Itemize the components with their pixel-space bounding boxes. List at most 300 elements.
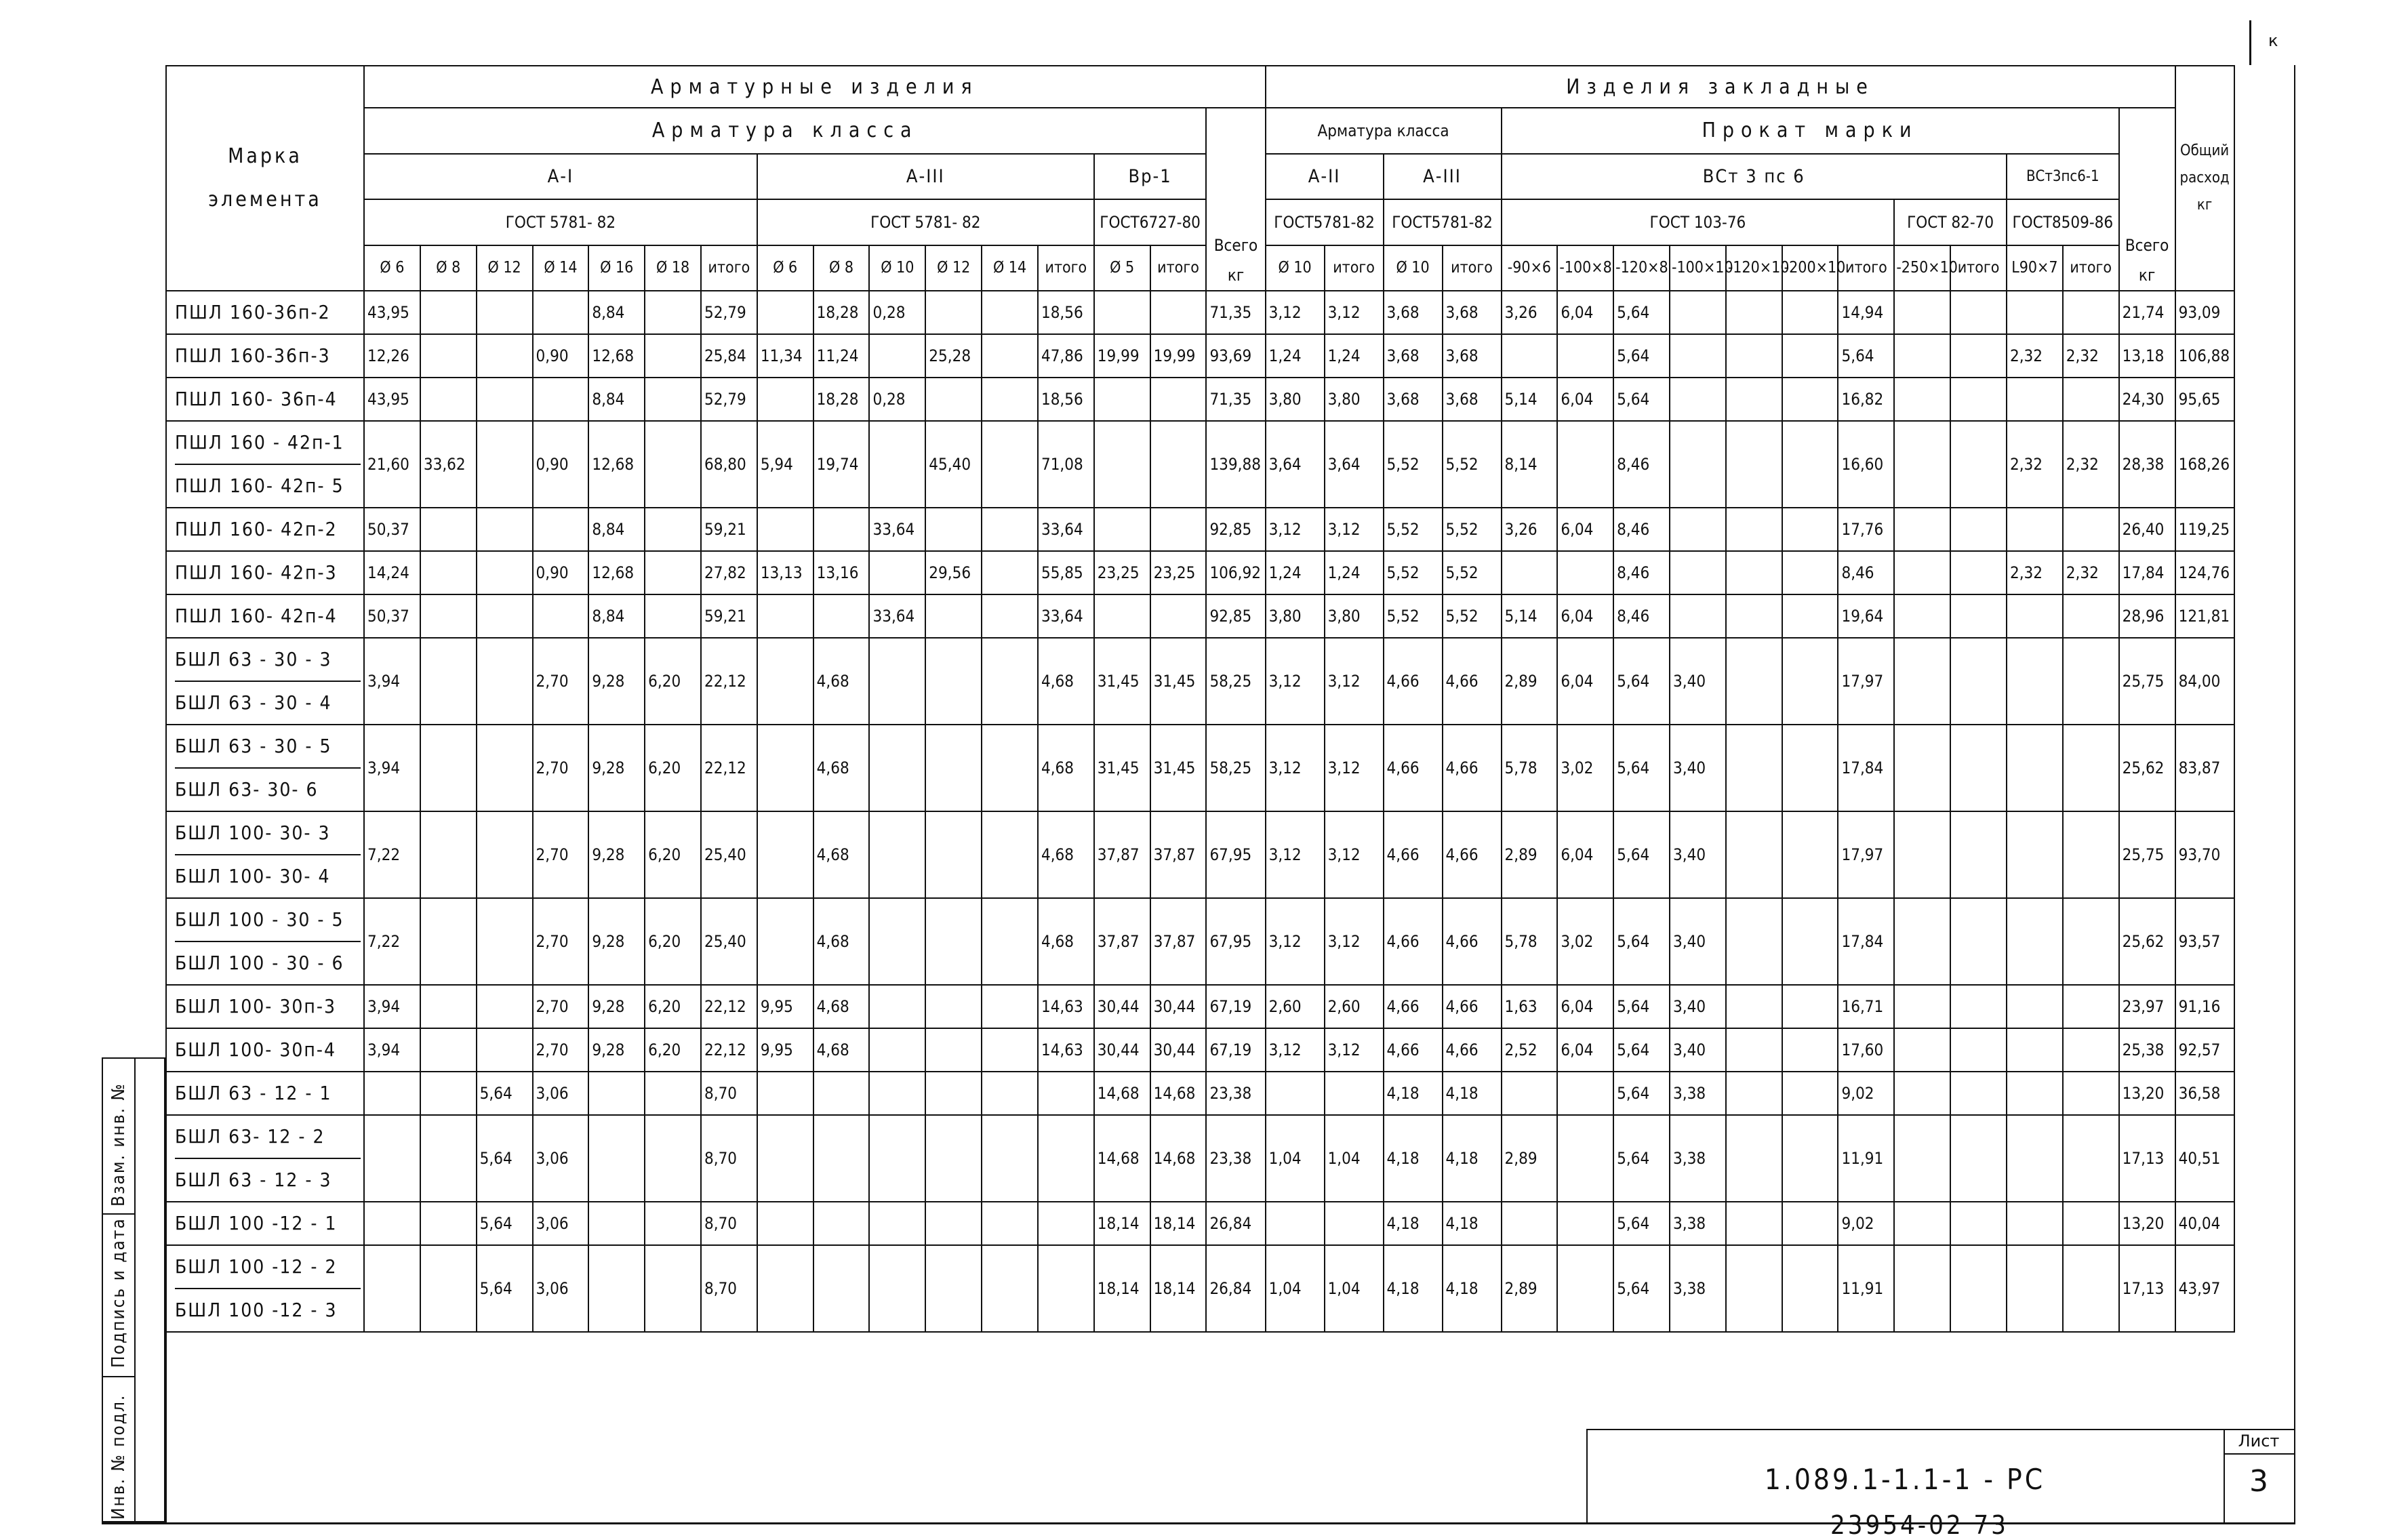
table-cell [1670, 421, 1726, 508]
table-cell: 31,45 [1150, 725, 1207, 811]
table-cell: 3,12 [1325, 291, 1384, 334]
table-cell [869, 551, 925, 594]
table-cell [2007, 508, 2063, 551]
table-cell: 93,57 [2175, 898, 2234, 985]
table-cell: 3,40 [1670, 1028, 1726, 1072]
table-cell: 0,90 [533, 334, 589, 378]
table-cell: 18,28 [813, 291, 870, 334]
table-cell: 3,02 [1557, 725, 1613, 811]
element-mark [166, 638, 364, 725]
table-cell: 28,38 [2119, 421, 2175, 508]
table-row [166, 1072, 2293, 1115]
table-cell: 6,20 [645, 985, 701, 1028]
table-cell [645, 1072, 701, 1115]
table-cell: 3,94 [364, 985, 420, 1028]
table-cell: 6,04 [1557, 291, 1613, 334]
table-cell: 6,04 [1557, 638, 1613, 725]
table-cell: 0,90 [533, 551, 589, 594]
table-cell [1950, 551, 2007, 594]
table-cell [869, 811, 925, 898]
table-cell [588, 1202, 645, 1245]
table-cell: 4,66 [1443, 638, 1502, 725]
table-cell [645, 508, 701, 551]
element-mark-line: БШЛ 100- 30- 3 [175, 822, 331, 844]
table-cell: 13,13 [757, 551, 813, 594]
table-cell: 17,84 [2119, 551, 2175, 594]
table-cell: 3,12 [1266, 1028, 1325, 1072]
table-cell [1502, 1072, 1558, 1115]
table-row [166, 638, 2293, 725]
table-cell [925, 291, 982, 334]
table-cell: 139,88 [1206, 421, 1265, 508]
table-cell [1782, 291, 1838, 334]
gost-a1: ГОСТ 5781- 82 [364, 199, 757, 245]
vsego-kg-header-1: Всего кг [1206, 108, 1265, 291]
table-cell [1894, 985, 1950, 1028]
empty-cell [166, 1332, 2234, 1434]
table-cell: 5,64 [1613, 334, 1670, 378]
table-cell: 3,80 [1325, 594, 1384, 638]
table-cell: 2,89 [1502, 811, 1558, 898]
table-cell [1557, 551, 1613, 594]
table-cell [2007, 725, 2063, 811]
table-cell [364, 1115, 420, 1202]
table-cell [982, 985, 1038, 1028]
table-cell: 4,66 [1384, 811, 1443, 898]
table-cell: 9,28 [588, 725, 645, 811]
table-cell [1950, 638, 2007, 725]
table-cell: 13,20 [2119, 1072, 2175, 1115]
column-header: итого [1038, 245, 1094, 291]
table-cell [869, 638, 925, 725]
table-cell: 2,60 [1266, 985, 1325, 1028]
gost-a2: ГОСТ5781-82 [1266, 199, 1384, 245]
table-cell [420, 1202, 477, 1245]
table-cell: 2,70 [533, 725, 589, 811]
table-cell: 13,16 [813, 551, 870, 594]
table-cell [925, 1115, 982, 1202]
element-mark-line: БШЛ 63- 12 - 2 [175, 1125, 325, 1148]
frame-left-line [165, 65, 167, 1522]
table-cell: 3,68 [1443, 334, 1502, 378]
table-cell [925, 811, 982, 898]
table-cell: 16,71 [1838, 985, 1894, 1028]
element-mark-line: ПШЛ 160- 36п-4 [175, 388, 338, 410]
table-cell [982, 1115, 1038, 1202]
table-cell [1894, 508, 1950, 551]
element-mark-line: БШЛ 63 - 12 - 3 [175, 1158, 361, 1201]
table-cell [1894, 1072, 1950, 1115]
table-cell: 71,08 [1038, 421, 1094, 508]
table-cell [1894, 291, 1950, 334]
table-cell [869, 898, 925, 985]
table-cell [869, 985, 925, 1028]
table-cell [420, 898, 477, 985]
class-a2: А-II [1266, 154, 1384, 200]
element-mark [166, 378, 364, 421]
table-cell [1950, 725, 2007, 811]
table-cell [1726, 1028, 1782, 1072]
table-cell: 5,94 [757, 421, 813, 508]
table-row [166, 551, 2293, 594]
table-cell: 6,20 [645, 898, 701, 985]
column-header: Ø 6 [364, 245, 420, 291]
table-cell: 9,28 [588, 811, 645, 898]
table-cell: 6,20 [645, 811, 701, 898]
table-cell [1726, 1072, 1782, 1115]
table-cell: 50,37 [364, 594, 420, 638]
table-cell [2063, 378, 2119, 421]
column-header: Ø 12 [477, 245, 533, 291]
table-cell: 25,40 [701, 898, 757, 985]
corner-tick [2249, 20, 2251, 65]
table-cell [869, 1115, 925, 1202]
column-header: Ø 6 [757, 245, 813, 291]
armatura-klassa-header: Арматура класса [364, 108, 1206, 154]
table-cell: 71,35 [1206, 291, 1265, 334]
table-cell: 1,04 [1325, 1245, 1384, 1332]
table-cell [757, 638, 813, 725]
table-cell: 25,38 [2119, 1028, 2175, 1072]
column-header: L90×7 [2007, 245, 2063, 291]
element-mark [166, 725, 364, 811]
table-cell [1950, 1028, 2007, 1072]
table-cell: 9,95 [757, 1028, 813, 1072]
inv-podl-label: Инв. № подл. [108, 1394, 129, 1520]
column-header: -120×8 [1613, 245, 1670, 291]
table-row [166, 508, 2293, 551]
table-cell: 4,68 [1038, 638, 1094, 725]
table-cell [1726, 291, 1782, 334]
table-cell: 9,28 [588, 985, 645, 1028]
table-cell [420, 1245, 477, 1332]
table-cell: 3,40 [1670, 638, 1726, 725]
table-cell: 5,52 [1443, 421, 1502, 508]
table-cell [477, 1028, 533, 1072]
table-cell: 6,04 [1557, 594, 1613, 638]
table-cell [2007, 811, 2063, 898]
table-cell: 8,46 [1613, 508, 1670, 551]
table-cell: 3,80 [1325, 378, 1384, 421]
table-cell: 28,96 [2119, 594, 2175, 638]
table-cell [364, 1202, 420, 1245]
table-cell [757, 1115, 813, 1202]
table-cell: 3,12 [1266, 811, 1325, 898]
table-cell [477, 378, 533, 421]
table-cell [2007, 378, 2063, 421]
table-cell: 9,95 [757, 985, 813, 1028]
table-cell [477, 334, 533, 378]
table-cell: 8,46 [1613, 551, 1670, 594]
table-cell: 3,06 [533, 1202, 589, 1245]
table-cell [533, 378, 589, 421]
table-cell [2063, 811, 2119, 898]
table-cell: 3,68 [1384, 334, 1443, 378]
table-cell: 1,24 [1266, 334, 1325, 378]
table-cell [364, 1245, 420, 1332]
gost-a3b: ГОСТ5781-82 [1384, 199, 1502, 245]
table-cell: 47,86 [1038, 334, 1094, 378]
table-cell: 3,12 [1325, 725, 1384, 811]
table-cell: 1,24 [1325, 551, 1384, 594]
table-cell: 4,66 [1443, 725, 1502, 811]
table-cell: 3,68 [1443, 291, 1502, 334]
table-cell: 93,70 [2175, 811, 2234, 898]
table-cell: 0,28 [869, 378, 925, 421]
table-cell [757, 291, 813, 334]
table-cell: 25,75 [2119, 811, 2175, 898]
table-cell [813, 594, 870, 638]
table-cell: 31,45 [1150, 638, 1207, 725]
table-cell: 3,12 [1325, 638, 1384, 725]
table-cell [1894, 378, 1950, 421]
table-cell: 12,68 [588, 334, 645, 378]
table-cell: 22,12 [701, 1028, 757, 1072]
table-cell [645, 291, 701, 334]
table-cell [757, 811, 813, 898]
table-cell: 106,88 [2175, 334, 2234, 378]
table-cell [813, 1202, 870, 1245]
table-cell [420, 1028, 477, 1072]
table-cell: 92,85 [1206, 594, 1265, 638]
table-cell: 12,26 [364, 334, 420, 378]
element-mark-line: БШЛ 100 -12 - 1 [175, 1212, 338, 1234]
table-cell: 95,65 [2175, 378, 2234, 421]
table-cell [1557, 1072, 1613, 1115]
table-cell: 45,40 [925, 421, 982, 508]
table-cell: 119,25 [2175, 508, 2234, 551]
table-cell [588, 1115, 645, 1202]
class-a3b: А-III [1384, 154, 1502, 200]
footer-number: 23954-02 73 [1830, 1510, 2009, 1540]
table-cell [982, 291, 1038, 334]
table-cell: 4,66 [1443, 811, 1502, 898]
table-cell: 3,12 [1266, 638, 1325, 725]
table-cell [1950, 594, 2007, 638]
table-row [166, 378, 2293, 421]
table-cell: 14,68 [1150, 1115, 1207, 1202]
table-cell: 37,87 [1094, 811, 1150, 898]
table-cell [2007, 1245, 2063, 1332]
table-cell: 2,89 [1502, 1115, 1558, 1202]
table-cell: 24,30 [2119, 378, 2175, 421]
table-cell: 4,66 [1443, 1028, 1502, 1072]
table-cell [1094, 421, 1150, 508]
table-cell [982, 638, 1038, 725]
table-cell: 2,70 [533, 638, 589, 725]
table-cell [1726, 1245, 1782, 1332]
table-cell [1894, 638, 1950, 725]
table-cell: 92,85 [1206, 508, 1265, 551]
table-cell: 1,04 [1266, 1245, 1325, 1332]
table-cell [477, 421, 533, 508]
element-mark [166, 421, 364, 508]
vsego-kg-header-2: Всего кг [2119, 108, 2175, 291]
table-cell: 5,64 [1613, 1028, 1670, 1072]
table-cell: 3,94 [364, 725, 420, 811]
table-cell: 1,24 [1266, 551, 1325, 594]
table-cell [1950, 334, 2007, 378]
table-cell: 17,13 [2119, 1245, 2175, 1332]
table-cell [1950, 985, 2007, 1028]
table-cell [925, 594, 982, 638]
table-cell [925, 508, 982, 551]
table-cell: 7,22 [364, 898, 420, 985]
table-cell: 25,62 [2119, 898, 2175, 985]
table-cell: 91,16 [2175, 985, 2234, 1028]
element-mark-line: ПШЛ 160-36п-3 [175, 344, 331, 367]
table-cell: 14,94 [1838, 291, 1894, 334]
column-header: итого [1150, 245, 1207, 291]
table-cell: 29,56 [925, 551, 982, 594]
table-cell: 5,78 [1502, 898, 1558, 985]
column-header: -100×8 [1557, 245, 1613, 291]
element-mark-line: БШЛ 63 - 30 - 3 [175, 648, 332, 670]
table-cell: 5,52 [1443, 594, 1502, 638]
table-cell [1950, 378, 2007, 421]
gost-103: ГОСТ 103-76 [1502, 199, 1895, 245]
steel-vst3ps6: ВСт 3 пс 6 [1502, 154, 2007, 200]
table-cell: 43,97 [2175, 1245, 2234, 1332]
table-cell: 14,24 [364, 551, 420, 594]
table-cell: 6,20 [645, 1028, 701, 1072]
table-cell [2063, 725, 2119, 811]
table-cell: 5,14 [1502, 594, 1558, 638]
element-mark [166, 551, 364, 594]
table-cell [1950, 1072, 2007, 1115]
table-cell: 3,38 [1670, 1115, 1726, 1202]
table-cell: 2,70 [533, 811, 589, 898]
table-cell [1150, 378, 1207, 421]
table-cell: 52,79 [701, 291, 757, 334]
table-cell [477, 508, 533, 551]
table-cell: 16,82 [1838, 378, 1894, 421]
table-cell: 4,68 [1038, 898, 1094, 985]
steel-vst3ps6-1: ВСт3пс6-1 [2007, 154, 2119, 200]
table-cell [2063, 1245, 2119, 1332]
table-cell: 5,52 [1384, 508, 1443, 551]
table-cell [1782, 334, 1838, 378]
table-cell: 5,64 [1613, 725, 1670, 811]
table-cell: 3,40 [1670, 898, 1726, 985]
table-cell: 5,64 [1613, 1115, 1670, 1202]
table-cell [1670, 551, 1726, 594]
column-header: Ø 5 [1094, 245, 1150, 291]
table-cell: 67,95 [1206, 811, 1265, 898]
element-mark-line: ПШЛ 160- 42п-4 [175, 605, 338, 627]
table-cell: 40,51 [2175, 1115, 2234, 1202]
table-cell [1950, 421, 2007, 508]
table-cell: 93,09 [2175, 291, 2234, 334]
table-cell: 168,26 [2175, 421, 2234, 508]
table-cell: 18,28 [813, 378, 870, 421]
element-mark [166, 1202, 364, 1245]
table-cell [1670, 334, 1726, 378]
table-cell [869, 1072, 925, 1115]
table-cell: 1,24 [1325, 334, 1384, 378]
table-row [166, 291, 2293, 334]
table-cell [533, 291, 589, 334]
table-cell [1038, 1245, 1094, 1332]
table-cell [1782, 378, 1838, 421]
table-cell [2007, 638, 2063, 725]
table-cell: 9,28 [588, 898, 645, 985]
group-izdeliya-zakladnye: Изделия закладные [1266, 66, 2175, 108]
column-header: -90×6 [1502, 245, 1558, 291]
table-cell: 18,56 [1038, 378, 1094, 421]
element-mark-line: БШЛ 63- 30- 6 [175, 767, 361, 811]
table-cell: 5,64 [1613, 898, 1670, 985]
table-cell [2007, 985, 2063, 1028]
table-cell [645, 421, 701, 508]
column-header: Ø 14 [533, 245, 589, 291]
table-cell: 18,56 [1038, 291, 1094, 334]
table-cell: 33,64 [1038, 594, 1094, 638]
table-cell [533, 508, 589, 551]
table-cell: 9,02 [1838, 1072, 1894, 1115]
table-cell: 4,18 [1384, 1202, 1443, 1245]
table-cell [588, 1245, 645, 1332]
table-cell [477, 898, 533, 985]
table-cell: 14,63 [1038, 1028, 1094, 1072]
table-cell [477, 551, 533, 594]
table-cell [1557, 1245, 1613, 1332]
table-cell: 11,91 [1838, 1115, 1894, 1202]
table-cell [1726, 811, 1782, 898]
table-cell: 5,64 [477, 1245, 533, 1332]
table-cell [420, 811, 477, 898]
gost-82: ГОСТ 82-70 [1894, 199, 2007, 245]
column-header: итого [1838, 245, 1894, 291]
table-cell: 5,64 [1613, 985, 1670, 1028]
table-cell [2007, 898, 2063, 985]
element-mark [166, 508, 364, 551]
table-cell [813, 1245, 870, 1332]
table-cell [1038, 1072, 1094, 1115]
table-cell: 6,04 [1557, 985, 1613, 1028]
table-cell: 21,74 [2119, 291, 2175, 334]
table-row [166, 811, 2293, 898]
table-cell: 5,78 [1502, 725, 1558, 811]
table-cell: 26,40 [2119, 508, 2175, 551]
table-cell [477, 291, 533, 334]
table-row [166, 1245, 2293, 1332]
table-cell: 4,66 [1384, 1028, 1443, 1072]
element-mark-line: БШЛ 100 -12 - 2 [175, 1255, 338, 1278]
table-cell [1950, 898, 2007, 985]
side-strip-separator [103, 1213, 134, 1215]
column-header: Ø 8 [813, 245, 870, 291]
table-cell [1094, 291, 1150, 334]
table-cell: 2,32 [2063, 334, 2119, 378]
table-cell: 14,68 [1094, 1072, 1150, 1115]
table-cell [1325, 1072, 1384, 1115]
table-cell [1950, 1245, 2007, 1332]
table-cell: 40,04 [2175, 1202, 2234, 1245]
table-cell [2007, 1115, 2063, 1202]
table-cell [1670, 508, 1726, 551]
table-cell [1502, 1202, 1558, 1245]
specification-table [165, 65, 2294, 1434]
table-cell [1894, 1202, 1950, 1245]
table-cell: 4,18 [1384, 1245, 1443, 1332]
table-cell [2007, 1202, 2063, 1245]
table-cell: 3,64 [1266, 421, 1325, 508]
table-cell [1670, 291, 1726, 334]
element-mark-line: БШЛ 100 - 30 - 5 [175, 908, 344, 931]
table-cell [2063, 1115, 2119, 1202]
table-cell [1894, 551, 1950, 594]
